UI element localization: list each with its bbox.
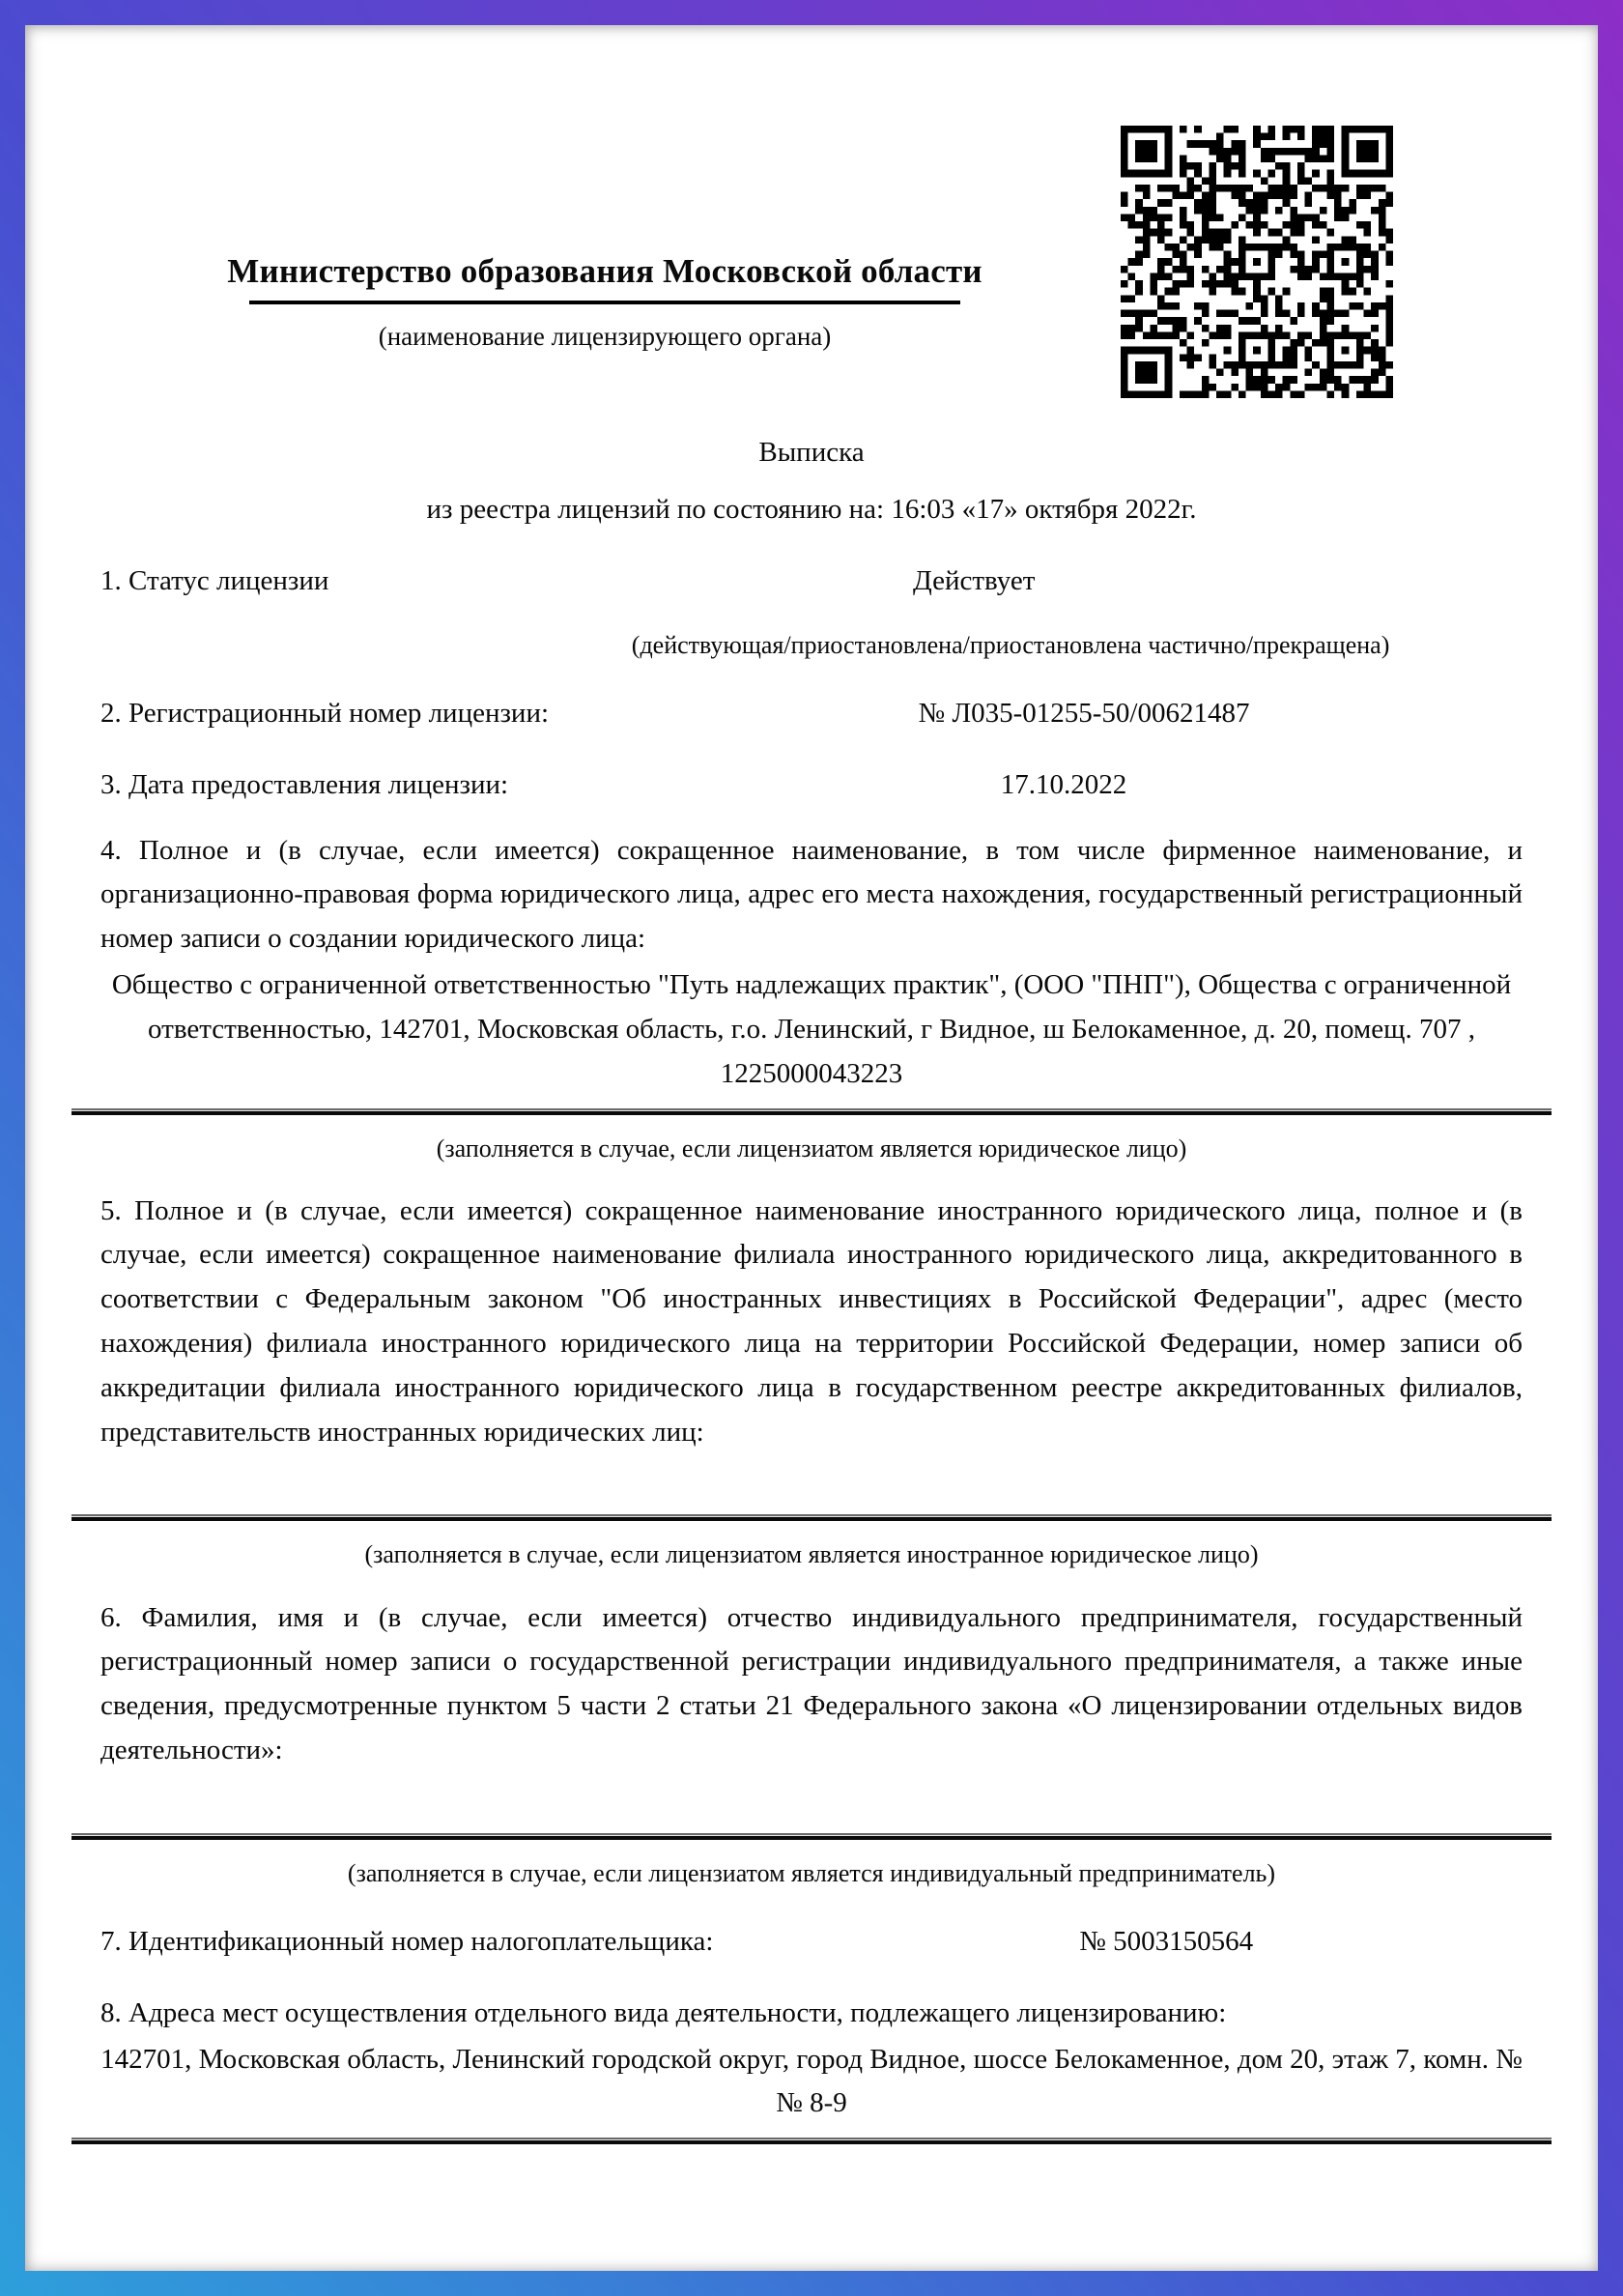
qr-code-icon <box>1121 126 1393 398</box>
item5-text: 5. Полное и (в случае, если имеется) сокращенное наименование иностранного юридического лица, полное и (в случае, если имеется) сокращенное наименование филиала иностранного юридического лица, аккредитованного в соответствии с Федеральным законом "Об иностранных инвестициях в Российской Федерации", адрес (место нахождения) филиала иностранного юридического лица на территории Российской Федерации, номер записи об аккредитации филиала иностранного юридического лица в государственном реестре аккредитованных филиалов, представительств иностранных юридических лиц: <box>100 1194 1523 1448</box>
license-status-value: Действует <box>912 565 1036 597</box>
item4-text: 4. Полное и (в случае, если имеется) сокращенное наименование, в том числе фирменное наименование, и организационно-правовая форма юридического лица, адрес его места нахождения, государственный регистрационный номер записи о создании юридического лица: <box>100 834 1523 955</box>
item8-text: 8. Адреса мест осуществления отдельного вида деятельности, подлежащего лицензированию: <box>100 1996 1227 2028</box>
license-status-label: 1. Статус лицензии <box>100 565 329 597</box>
horizontal-rule-4 <box>71 2138 1552 2144</box>
registration-number-label: 2. Регистрационный номер лицензии: <box>100 698 550 730</box>
horizontal-rule-1 <box>71 1108 1552 1115</box>
field-registration-number <box>100 692 1523 736</box>
grant-date-value: 17.10.2022 <box>1000 768 1127 800</box>
field-license-status <box>100 560 1523 604</box>
item6-caption: (заполняется в случае, если лицензиатом является индивидуальный предприниматель) <box>347 1858 1276 1887</box>
grant-date-label: 3. Дата предоставления лицензии: <box>100 768 509 800</box>
field-grant-date <box>100 763 1523 808</box>
document-subtitle: из реестра лицензий по состоянию на: 16:03 «17» октября 2022г. <box>426 494 1197 526</box>
registration-number-value: № Л035-01255-50/00621487 <box>918 698 1250 730</box>
taxpayer-number-value: № 5003150564 <box>1079 1925 1254 1957</box>
qr-code-image <box>1121 126 1393 398</box>
field-taxpayer-number <box>100 1920 1523 1965</box>
item4-caption: (заполняется в случае, если лицензиатом является юридическое лицо) <box>436 1134 1187 1162</box>
item8-address-value: 142701, Московская область, Ленинский городской округ, город Видное, шоссе Белокаменное, дом 20, этаж 7, комн. №№ 8-9 <box>100 2043 1523 2119</box>
item5-empty-value <box>100 1454 1523 1503</box>
horizontal-rule-2 <box>71 1514 1552 1521</box>
document-page <box>25 25 1598 2271</box>
horizontal-rule-3 <box>71 1833 1552 1840</box>
title-underline <box>249 301 960 304</box>
item5-caption: (заполняется в случае, если лицензиатом является иностранное юридическое лицо) <box>364 1540 1259 1569</box>
document-header <box>100 253 1109 352</box>
item4-legal-entity-value: Общество с ограниченной ответственностью "Путь надлежащих практик", (ООО "ПНП"), Общества с ограниченной ответственностью, 142701, Московская область, г.о. Ленинский, г Видное, ш Белокаменное, д. 20, помещ. 707 , 1225000043223 <box>111 969 1512 1089</box>
item6-text: 6. Фамилия, имя и (в случае, если имеется) отчество индивидуального предпринимателя, государственный регистрационный номер записи о государственной регистрации индивидуального предпринимателя, а также иные сведения, предусмотренные пунктом 5 части 2 статьи 21 Федерального закона «О лицензировании отдельных видов деятельности»: <box>100 1601 1523 1765</box>
licensing-authority-title: Министерство образования Московской области <box>227 252 982 290</box>
document-title: Выписка <box>758 436 865 468</box>
licensing-authority-caption: (наименование лицензирующего органа) <box>378 321 832 351</box>
item6-empty-value <box>100 1773 1523 1822</box>
document-body <box>25 431 1598 2145</box>
taxpayer-number-label: 7. Идентификационный номер налогоплательщика: <box>100 1925 714 1957</box>
license-status-caption: (действующая/приостановлена/приостановлена частично/прекращена) <box>631 630 1390 659</box>
